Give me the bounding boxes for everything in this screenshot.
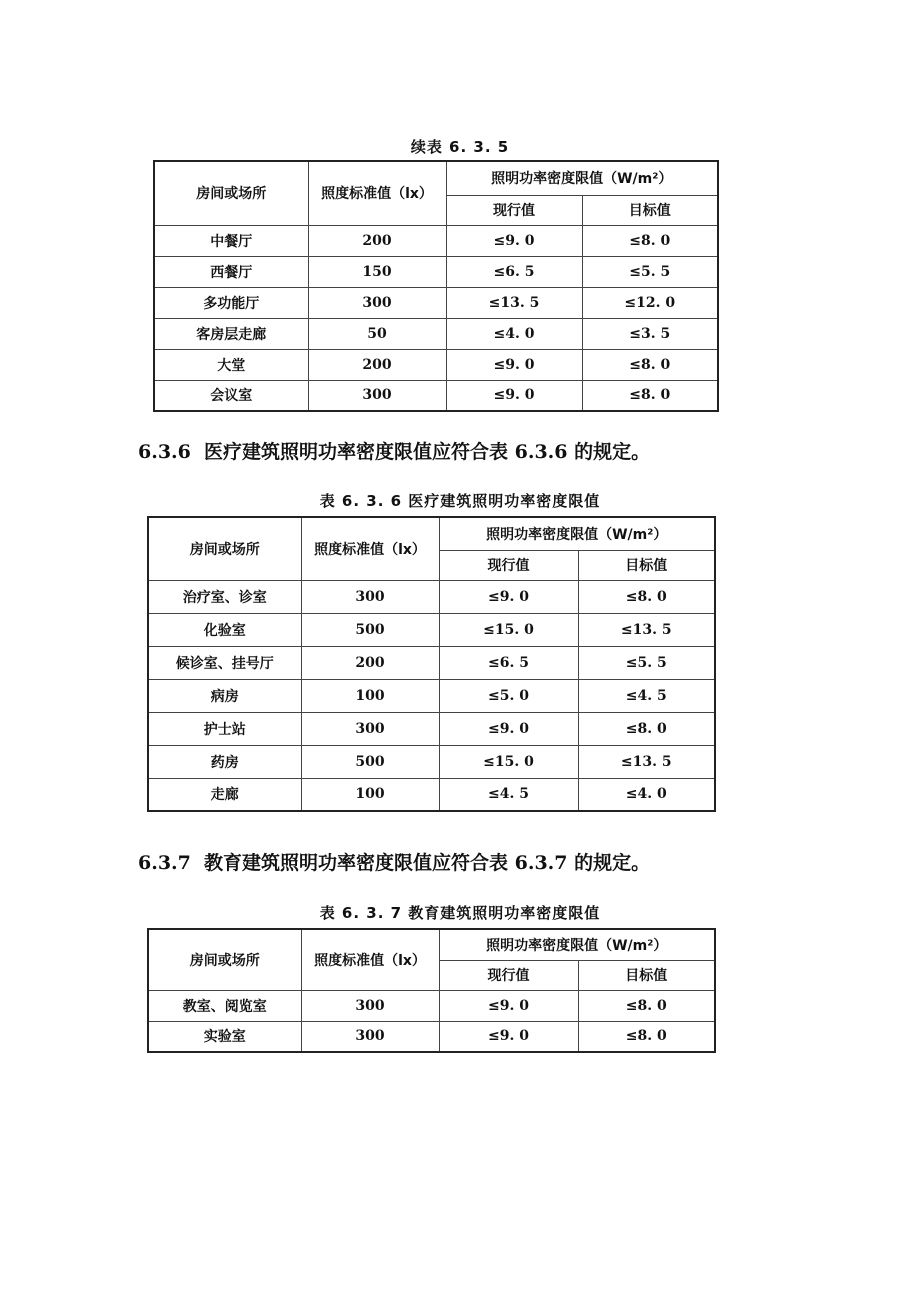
room-cell: 西餐厅	[154, 256, 308, 287]
illuminance-cell: 100	[301, 778, 439, 811]
header-target: 目标值	[578, 960, 715, 990]
target-value-cell: ≤8. 0	[578, 712, 715, 745]
header-current: 现行值	[439, 960, 578, 990]
table-635-caption: 续表 6. 3. 5	[410, 138, 510, 156]
current-value-cell: ≤5. 0	[439, 679, 578, 712]
table-row	[148, 1021, 715, 1052]
header-illuminance: 照度标准值（lx）	[301, 517, 439, 580]
header-lpd: 照明功率密度限值（W/m²）	[446, 161, 718, 195]
target-value-cell: ≤5. 5	[578, 646, 715, 679]
clause-6-3-6	[138, 437, 650, 464]
room-cell: 药房	[148, 745, 301, 778]
illuminance-cell: 300	[301, 712, 439, 745]
current-value-cell: ≤9. 0	[439, 990, 578, 1021]
illuminance-cell: 300	[308, 380, 446, 411]
table-row	[148, 613, 715, 646]
current-value-cell: ≤15. 0	[439, 745, 578, 778]
room-cell: 化验室	[148, 613, 301, 646]
current-value-cell: ≤9. 0	[446, 225, 582, 256]
target-value-cell: ≤13. 5	[578, 613, 715, 646]
room-cell: 护士站	[148, 712, 301, 745]
illuminance-cell: 50	[308, 318, 446, 349]
clause-number: 6.3.7	[138, 852, 191, 874]
target-value-cell: ≤8. 0	[582, 349, 718, 380]
current-value-cell: ≤6. 5	[439, 646, 578, 679]
header-target: 目标值	[582, 195, 718, 225]
illuminance-cell: 100	[301, 679, 439, 712]
clause-text: 教育建筑照明功率密度限值应符合表 6.3.7 的规定。	[204, 852, 651, 874]
room-cell: 教室、阅览室	[148, 990, 301, 1021]
table-row	[154, 287, 718, 318]
current-value-cell: ≤9. 0	[446, 349, 582, 380]
target-value-cell: ≤8. 0	[582, 380, 718, 411]
current-value-cell: ≤15. 0	[439, 613, 578, 646]
header-lpd: 照明功率密度限值（W/m²）	[439, 929, 715, 960]
header-current: 现行值	[446, 195, 582, 225]
table-row	[148, 745, 715, 778]
target-value-cell: ≤12. 0	[582, 287, 718, 318]
target-value-cell: ≤4. 5	[578, 679, 715, 712]
illuminance-cell: 200	[308, 349, 446, 380]
table-row	[154, 349, 718, 380]
header-target: 目标值	[578, 550, 715, 580]
target-value-cell: ≤4. 0	[578, 778, 715, 811]
table-636-caption: 表 6. 3. 6 医疗建筑照明功率密度限值	[319, 492, 601, 510]
room-cell: 大堂	[154, 349, 308, 380]
table-row	[148, 990, 715, 1021]
header-room: 房间或场所	[148, 929, 301, 990]
target-value-cell: ≤3. 5	[582, 318, 718, 349]
table-row	[154, 225, 718, 256]
illuminance-cell: 300	[301, 580, 439, 613]
current-value-cell: ≤6. 5	[446, 256, 582, 287]
current-value-cell: ≤9. 0	[439, 712, 578, 745]
illuminance-cell: 300	[308, 287, 446, 318]
room-cell: 候诊室、挂号厅	[148, 646, 301, 679]
illuminance-cell: 300	[301, 990, 439, 1021]
current-value-cell: ≤13. 5	[446, 287, 582, 318]
current-value-cell: ≤4. 5	[439, 778, 578, 811]
room-cell: 走廊	[148, 778, 301, 811]
table-636	[147, 516, 716, 812]
room-cell: 实验室	[148, 1021, 301, 1052]
clause-6-3-7	[138, 848, 650, 875]
header-room: 房间或场所	[154, 161, 308, 225]
illuminance-cell: 500	[301, 613, 439, 646]
target-value-cell: ≤13. 5	[578, 745, 715, 778]
table-row	[154, 256, 718, 287]
header-lpd: 照明功率密度限值（W/m²）	[439, 517, 715, 550]
illuminance-cell: 500	[301, 745, 439, 778]
header-illuminance: 照度标准值（lx）	[308, 161, 446, 225]
illuminance-cell: 200	[308, 225, 446, 256]
table-635	[153, 160, 719, 412]
table-row	[148, 712, 715, 745]
header-illuminance: 照度标准值（lx）	[301, 929, 439, 990]
clause-number: 6.3.6	[138, 441, 191, 463]
illuminance-cell: 200	[301, 646, 439, 679]
room-cell: 多功能厅	[154, 287, 308, 318]
table-row	[148, 646, 715, 679]
illuminance-cell: 300	[301, 1021, 439, 1052]
current-value-cell: ≤4. 0	[446, 318, 582, 349]
header-current: 现行值	[439, 550, 578, 580]
target-value-cell: ≤8. 0	[582, 225, 718, 256]
table-row	[154, 380, 718, 411]
current-value-cell: ≤9. 0	[446, 380, 582, 411]
header-room: 房间或场所	[148, 517, 301, 580]
table-row	[148, 679, 715, 712]
room-cell: 客房层走廊	[154, 318, 308, 349]
table-637	[147, 928, 716, 1053]
target-value-cell: ≤5. 5	[582, 256, 718, 287]
table-637-caption: 表 6. 3. 7 教育建筑照明功率密度限值	[319, 904, 601, 922]
room-cell: 中餐厅	[154, 225, 308, 256]
room-cell: 会议室	[154, 380, 308, 411]
illuminance-cell: 150	[308, 256, 446, 287]
room-cell: 病房	[148, 679, 301, 712]
current-value-cell: ≤9. 0	[439, 1021, 578, 1052]
clause-text: 医疗建筑照明功率密度限值应符合表 6.3.6 的规定。	[204, 441, 651, 463]
table-row	[154, 318, 718, 349]
table-row	[148, 778, 715, 811]
target-value-cell: ≤8. 0	[578, 1021, 715, 1052]
table-row	[148, 580, 715, 613]
current-value-cell: ≤9. 0	[439, 580, 578, 613]
target-value-cell: ≤8. 0	[578, 580, 715, 613]
room-cell: 治疗室、诊室	[148, 580, 301, 613]
target-value-cell: ≤8. 0	[578, 990, 715, 1021]
